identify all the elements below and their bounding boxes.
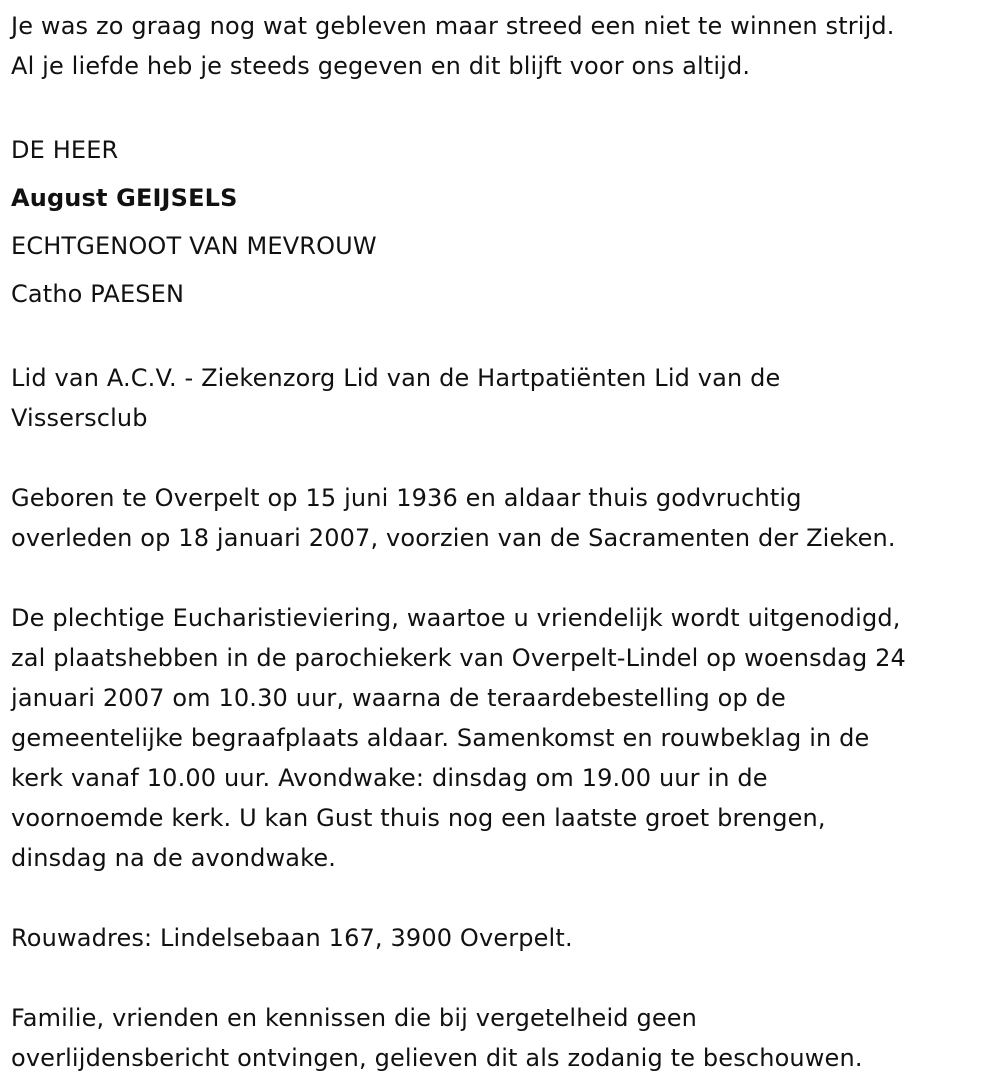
deceased-header <box>11 126 996 318</box>
birth-death-line-1: Geboren te Overpelt op 15 juni 1936 en aldaar thuis godvruchtig <box>11 484 802 512</box>
memberships-line-2: Vissersclub <box>11 404 148 432</box>
spacer <box>11 958 996 998</box>
honorific-title: DE HEER <box>11 136 119 164</box>
closing-paragraph <box>11 998 996 1078</box>
memberships-line-1: Lid van A.C.V. - Ziekenzorg Lid van de Hartpatiënten Lid van de <box>11 364 781 392</box>
ceremony-line: De plechtige Eucharistieviering, waartoe u vriendelijk wordt uitgenodigd, <box>11 604 901 632</box>
obituary-document <box>11 6 996 1078</box>
ceremony-line: januari 2007 om 10.30 uur, waarna de teraardebestelling op de <box>11 684 786 712</box>
ceremony-line: gemeentelijke begraafplaats aldaar. Samenkomst en rouwbeklag in de <box>11 724 870 752</box>
closing-line-1: Familie, vrienden en kennissen die bij vergetelheid geen <box>11 1004 698 1032</box>
memberships-paragraph <box>11 358 996 438</box>
spacer <box>11 438 996 478</box>
relation-label: ECHTGENOOT VAN MEVROUW <box>11 232 377 260</box>
spacer <box>11 878 996 918</box>
closing-line-2: overlijdensbericht ontvingen, gelieven dit als zodanig te beschouwen. <box>11 1044 863 1072</box>
spacer <box>11 86 996 126</box>
ceremony-paragraph <box>11 598 996 878</box>
poem-line-1: Je was zo graag nog wat gebleven maar streed een niet te winnen strijd. <box>11 12 895 40</box>
mourning-address: Rouwadres: Lindelsebaan 167, 3900 Overpelt. <box>11 924 573 952</box>
deceased-name: August GEIJSELS <box>11 184 238 212</box>
poem-block <box>11 6 996 86</box>
ceremony-line: dinsdag na de avondwake. <box>11 844 337 872</box>
spouse-name: Catho PAESEN <box>11 280 185 308</box>
spacer <box>11 318 996 358</box>
spacer <box>11 558 996 598</box>
poem-line-2: Al je liefde heb je steeds gegeven en dit blijft voor ons altijd. <box>11 52 751 80</box>
birth-death-paragraph <box>11 478 996 558</box>
ceremony-line: kerk vanaf 10.00 uur. Avondwake: dinsdag om 19.00 uur in de <box>11 764 768 792</box>
ceremony-line: zal plaatshebben in de parochiekerk van Overpelt-Lindel op woensdag 24 <box>11 644 906 672</box>
birth-death-line-2: overleden op 18 januari 2007, voorzien van de Sacramenten der Zieken. <box>11 524 896 552</box>
ceremony-line: voornoemde kerk. U kan Gust thuis nog een laatste groet brengen, <box>11 804 826 832</box>
